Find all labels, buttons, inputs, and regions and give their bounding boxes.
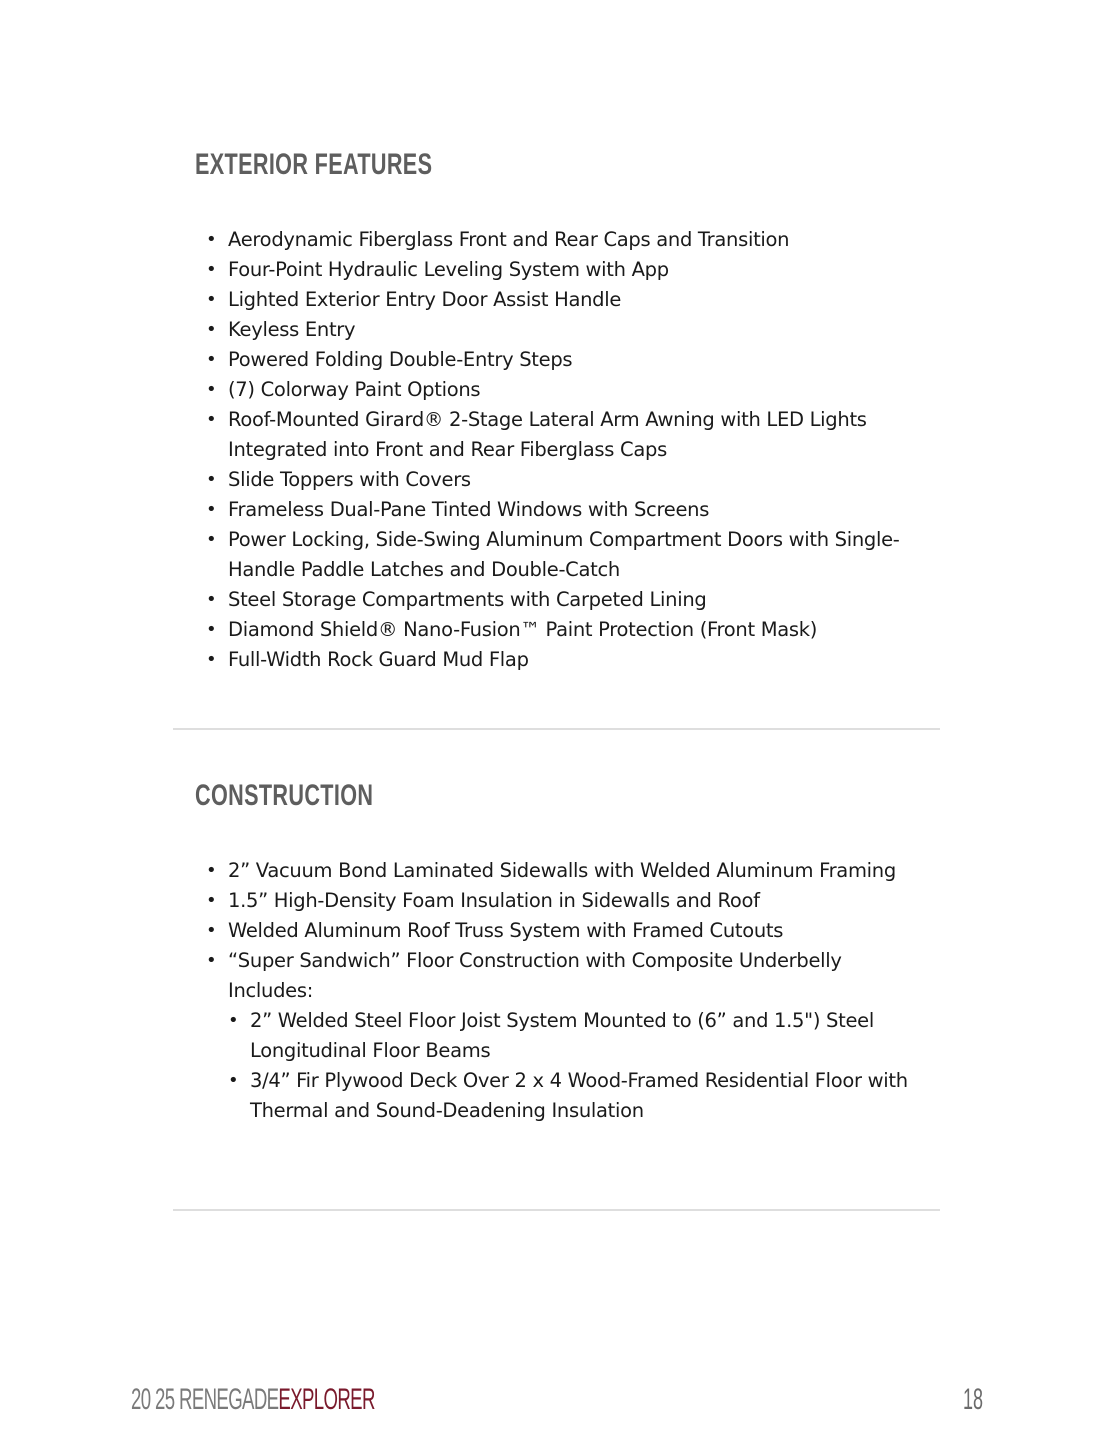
section-divider bbox=[173, 1209, 940, 1211]
construction-sub-list bbox=[228, 1006, 928, 1126]
list-item: • Welded Aluminum Roof Truss System with Framed Cutouts bbox=[228, 916, 928, 946]
exterior-features-list bbox=[207, 225, 928, 675]
list-item: • 1.5” High-Density Foam Insulation in Sidewalls and Roof bbox=[228, 886, 928, 916]
section-title-exterior-features: EXTERIOR FEATURES bbox=[195, 148, 433, 181]
list-item: • Powered Folding Double-Entry Steps bbox=[228, 345, 928, 375]
list-item: • Slide Toppers with Covers bbox=[228, 465, 928, 495]
brand-name: RENEGADE bbox=[179, 1383, 279, 1416]
brand-model: EXPLORER bbox=[278, 1383, 375, 1416]
footer-brand-logo bbox=[131, 1383, 375, 1417]
list-item: • Keyless Entry bbox=[228, 315, 928, 345]
list-item: • Full-Width Rock Guard Mud Flap bbox=[228, 645, 928, 675]
list-item: • Aerodynamic Fiberglass Front and Rear Caps and Transition bbox=[228, 225, 928, 255]
construction-list bbox=[207, 856, 928, 1126]
list-item: • Lighted Exterior Entry Door Assist Handle bbox=[228, 285, 928, 315]
sub-list-item: • 3/4” Fir Plywood Deck Over 2 x 4 Wood-Framed Residential Floor with Thermal and Sound-Deadening Insulation bbox=[250, 1066, 928, 1126]
list-item-text: “Super Sandwich” Floor Construction with Composite Underbelly Includes: bbox=[228, 949, 842, 1002]
section-divider bbox=[173, 728, 940, 730]
list-item: • (7) Colorway Paint Options bbox=[228, 375, 928, 405]
list-item: • Four-Point Hydraulic Leveling System with App bbox=[228, 255, 928, 285]
brand-year: 20 25 bbox=[131, 1383, 175, 1416]
list-item: • Roof-Mounted Girard® 2-Stage Lateral Arm Awning with LED Lights Integrated into Front and Rear Fiberglass Caps bbox=[228, 405, 928, 465]
list-item: • Frameless Dual-Pane Tinted Windows with Screens bbox=[228, 495, 928, 525]
sub-list-item: • 2” Welded Steel Floor Joist System Mounted to (6” and 1.5") Steel Longitudinal Floor Beams bbox=[250, 1006, 928, 1066]
list-item bbox=[228, 946, 928, 1126]
page-number: 18 bbox=[963, 1383, 984, 1416]
list-item: • Power Locking, Side-Swing Aluminum Compartment Doors with Single-Handle Paddle Latches and Double-Catch bbox=[228, 525, 928, 585]
list-item: • Steel Storage Compartments with Carpeted Lining bbox=[228, 585, 928, 615]
list-item: • Diamond Shield® Nano-Fusion™ Paint Protection (Front Mask) bbox=[228, 615, 928, 645]
list-item: • 2” Vacuum Bond Laminated Sidewalls with Welded Aluminum Framing bbox=[228, 856, 928, 886]
section-title-construction: CONSTRUCTION bbox=[195, 779, 374, 812]
